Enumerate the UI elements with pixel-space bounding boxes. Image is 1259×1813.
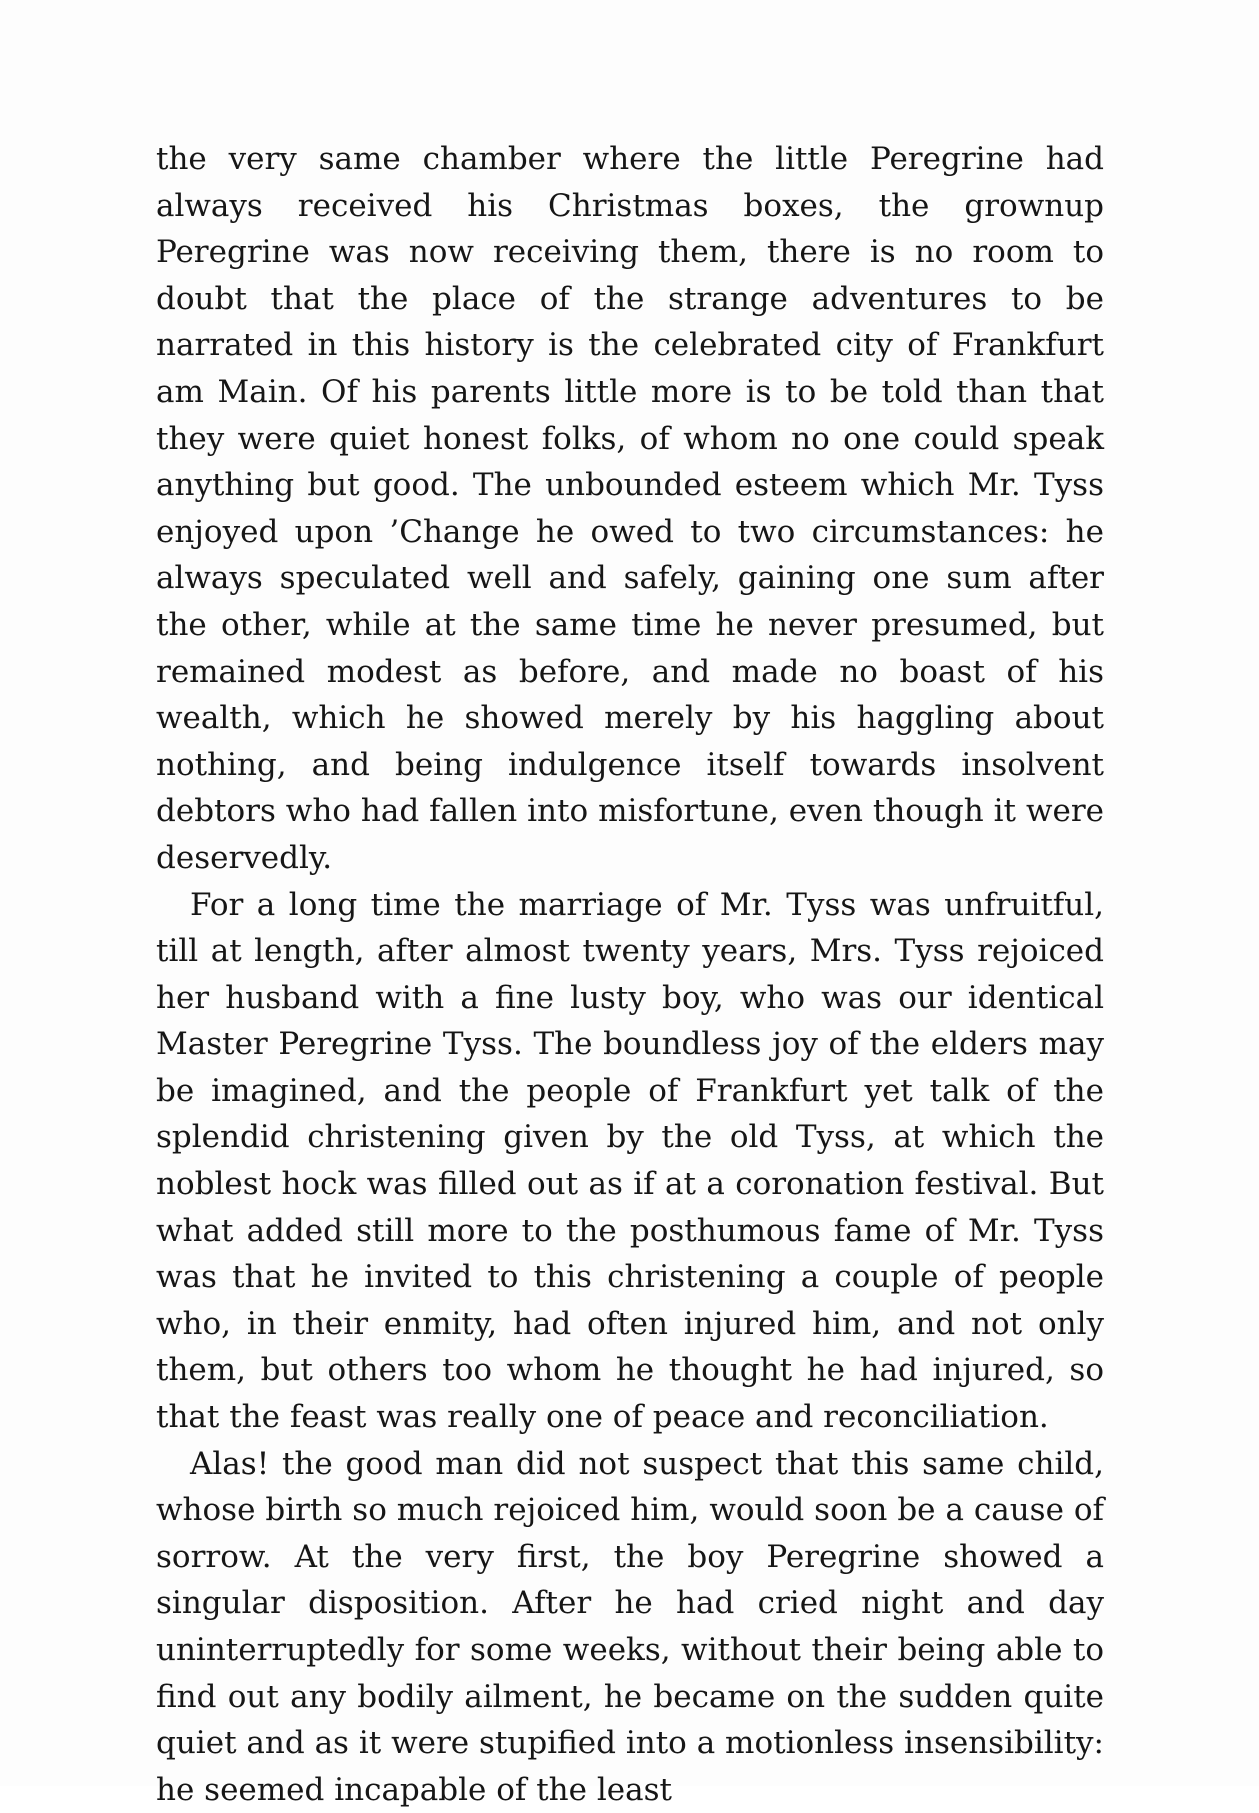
paragraph-continued: the very same chamber where the little Peregrine had always received his Christmas boxes, the grownup Peregrine was now receiving them, there is no room to doubt that the place of the strange adventures to be narrated in this history is the celebrated city of Frankfurt am Main. Of his parents little more is to be told than that they were quiet honest folks, of whom no one could speak anything but good. The unbounded esteem which Mr. Tyss enjoyed upon ’Change he owed to two circumstances: he always speculated well and safely, gaining one sum after the other, while at the same time he never presumed, but remained modest as before, and made no boast of his wealth, which he showed merely by his haggling about nothing, and being indulgence itself towards insolvent debtors who had fallen into misfortune, even though it were deservedly. <box>156 141 1104 876</box>
paragraph-sorrow: Alas! the good man did not suspect that this same child, whose birth so much rejoiced him, would soon be a cause of sorrow. At the very first, the boy Peregrine showed a singular disposition. After he had cried night and day uninterruptedly for some weeks, without their being able to find out any bodily ailment, he became on the sudden quite quiet and as it were stupified into a motionless insensibility: he seemed incapable of the least <box>156 1445 1104 1808</box>
body-text <box>156 136 1104 1813</box>
paragraph-marriage: For a long time the marriage of Mr. Tyss was unfruitful, till at length, after almost twenty years, Mrs. Tyss rejoiced her husband with a fine lusty boy, who was our identical Master Peregrine Tyss. The boundless joy of the elders may be imagined, and the people of Frankfurt yet talk of the splendid christening given by the old Tyss, at which the noblest hock was filled out as if at a coronation festival. But what added still more to the posthumous fame of Mr. Tyss was that he invited to this christening a couple of people who, in their enmity, had often injured him, and not only them, but others too whom he thought he had injured, so that the feast was really one of peace and reconciliation. <box>156 886 1104 1436</box>
